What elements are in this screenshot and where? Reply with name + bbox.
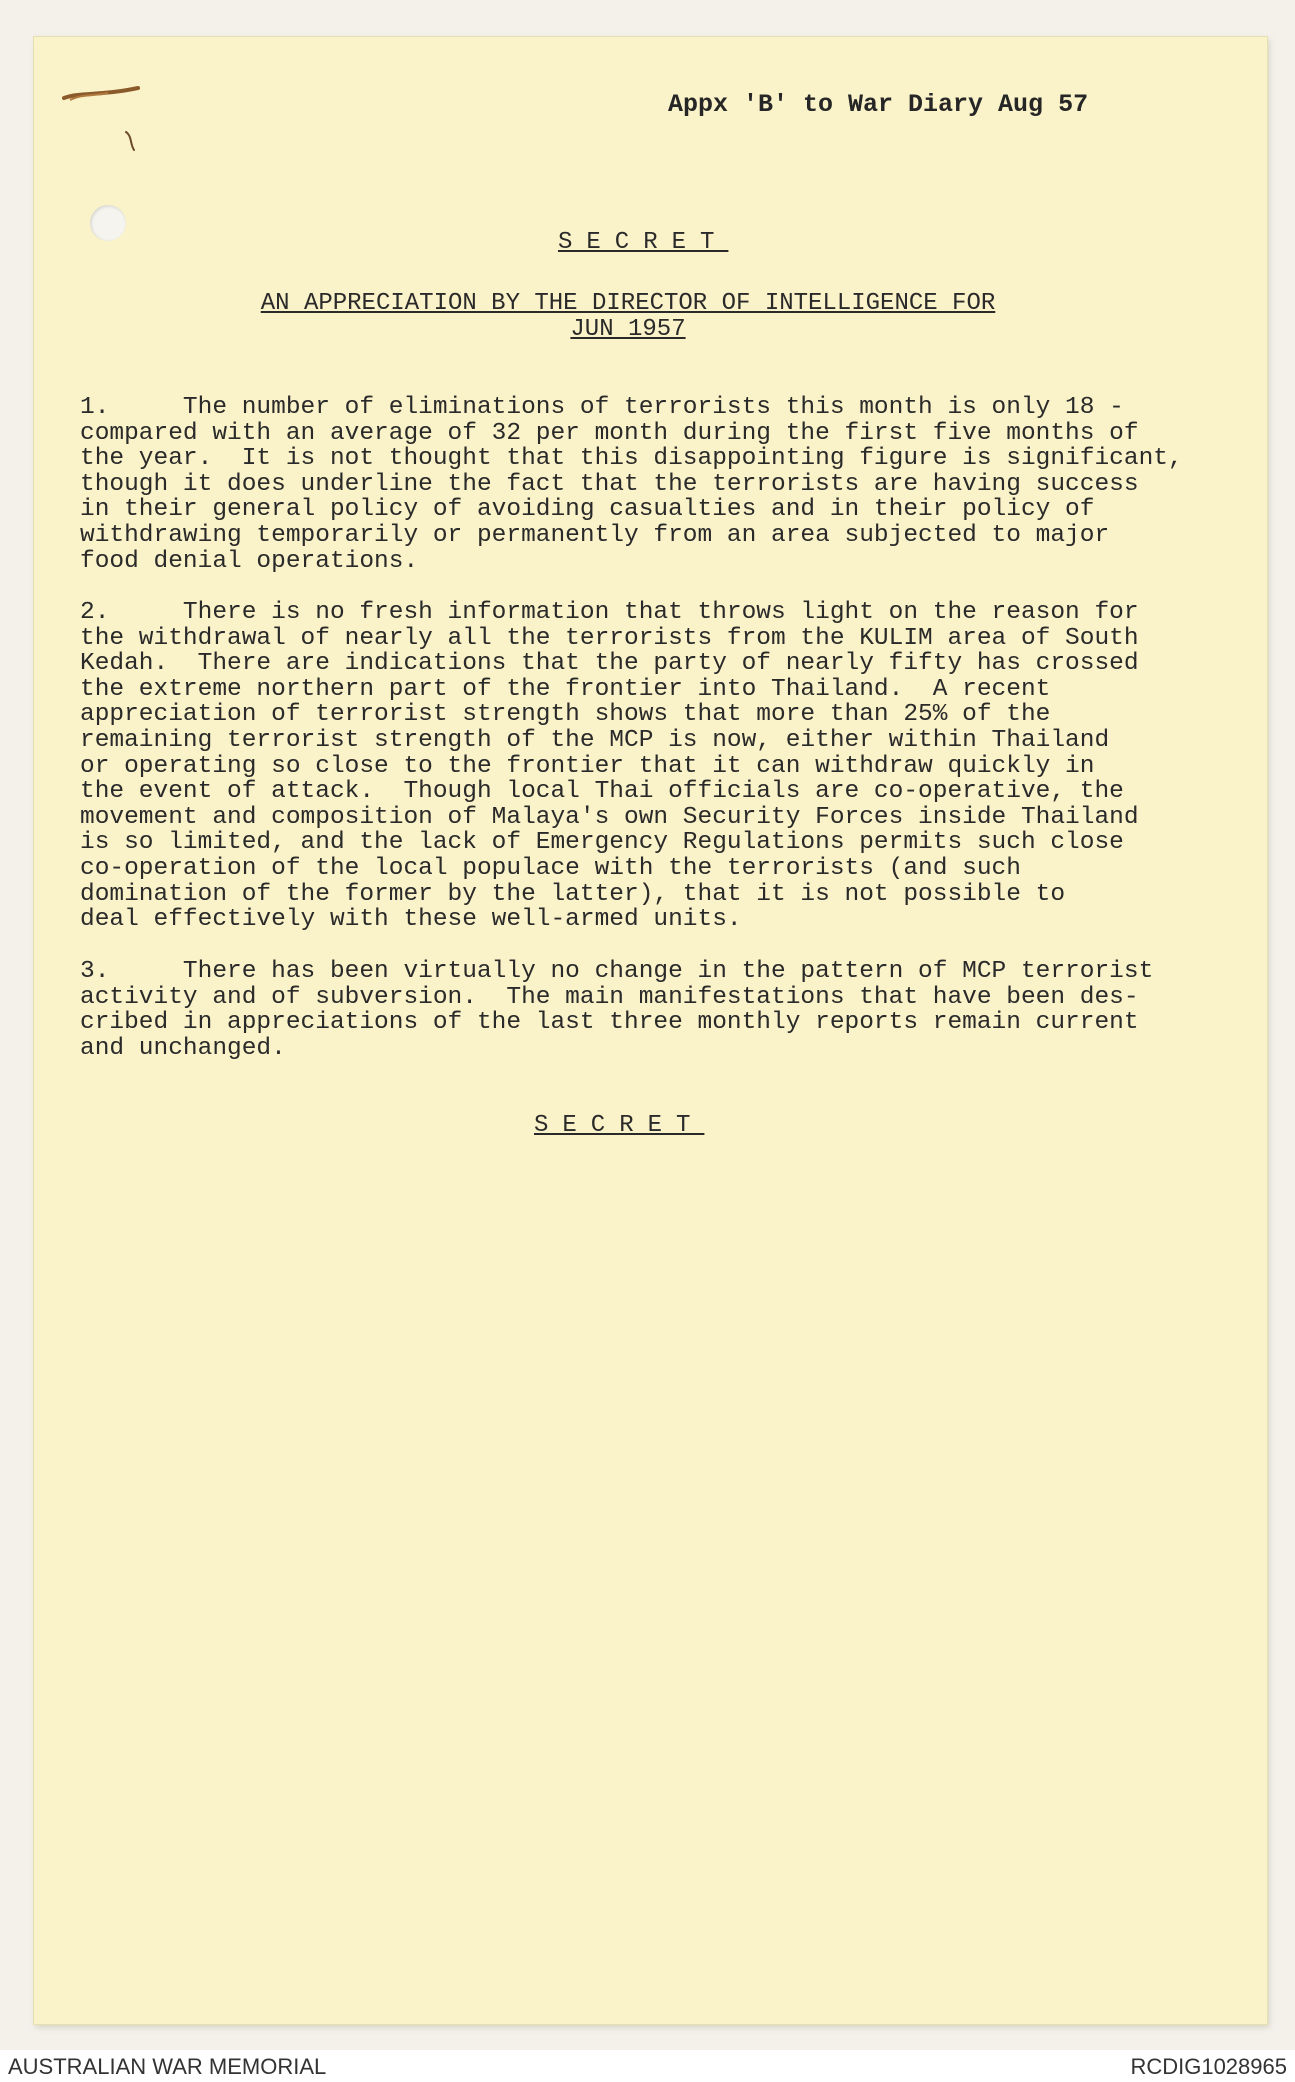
punch-hole [90,205,126,241]
paragraph-line: and unchanged. [80,1034,286,1062]
paragraph-line: food denial operations. [80,547,419,575]
archive-footer [0,2050,1295,2082]
paragraph-line: though it does underline the fact that the terrorists are having success [80,470,1139,498]
paragraph-line: movement and composition of Malaya's own Security Forces inside Thailand [80,803,1139,831]
paragraph-line: the extreme northern part of the frontier into Thailand. A recent [80,675,1051,703]
title-line-2: JUN 1957 [570,316,686,343]
paragraph-1 [80,395,1230,574]
paragraph-line: remaining terrorist strength of the MCP is now, either within Thailand [80,726,1110,754]
paragraph-line: the year. It is not thought that this disappointing figure is significant, [80,445,1183,473]
paragraph-line: compared with an average of 32 per month during the first five months of [80,419,1139,447]
paragraph-line: 1. The number of eliminations of terrorists this month is only 18 - [80,394,1124,421]
paragraph-line: appreciation of terrorist strength shows that more than 25% of the [80,701,1051,729]
paragraph-line: in their general policy of avoiding casualties and in their policy of [80,496,1095,524]
paragraph-line: deal effectively with these well-armed units. [80,906,742,934]
paragraph-line: 2. There is no fresh information that throws light on the reason for [80,599,1139,626]
staple-mark-icon [60,84,144,154]
paragraph-line: 3. There has been virtually no change in the pattern of MCP terrorist [80,958,1154,985]
paragraph-line: withdrawing temporarily or permanently from an area subjected to major [80,521,1110,549]
paragraph-2 [80,600,1230,933]
classification-bottom: SECRET [534,1112,705,1139]
footer-record-id: RCDIG1028965 [1130,2054,1287,2079]
paragraph-line: co-operation of the local populace with the terrorists (and such [80,854,1021,882]
title-line-1: AN APPRECIATION BY THE DIRECTOR OF INTELLIGENCE FOR [260,290,996,317]
paragraph-line: or operating so close to the frontier that it can withdraw quickly in [80,752,1095,780]
footer-institution: AUSTRALIAN WAR MEMORIAL [8,2054,327,2079]
paragraph-line: domination of the former by the latter), that it is not possible to [80,880,1066,908]
paragraph-line: activity and of subversion. The main manifestations that have been des- [80,983,1139,1011]
paragraph-3 [80,959,1230,1061]
paragraph-line: the event of attack. Though local Thai officials are co-operative, the [80,778,1124,806]
paragraph-line: Kedah. There are indications that the party of nearly fifty has crossed [80,650,1139,678]
paragraph-line: the withdrawal of nearly all the terrorists from the KULIM area of South [80,624,1139,652]
war-diary-reference: Appx 'B' to War Diary Aug 57 [668,90,1089,119]
paragraph-line: is so limited, and the lack of Emergency Regulations permits such close [80,829,1124,857]
document-title [236,291,1020,343]
paragraph-line: cribed in appreciations of the last three monthly reports remain current [80,1009,1139,1037]
classification-top: SECRET [558,229,729,256]
